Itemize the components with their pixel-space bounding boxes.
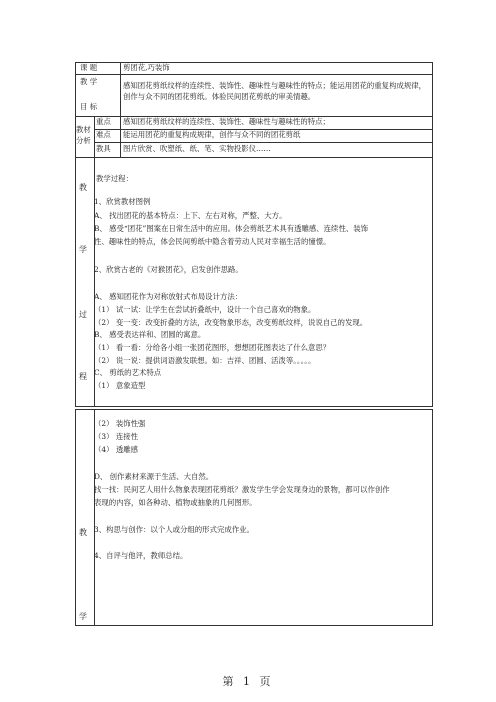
process-line: 找一找：民间艺人用什么物象表现团花剪纸？激发学生学会发现身边的景物，都可以作创作	[94, 485, 390, 494]
process-title: 教学过程：	[96, 174, 133, 183]
process-line: B、 感受表达祥和、团圆的寓意。	[94, 330, 206, 339]
process-line: A、 感知团花作为对称放射式布局设计方法：	[94, 292, 243, 301]
table-border	[75, 625, 433, 626]
col-divider	[120, 116, 121, 158]
page-number: 第 1 页	[222, 675, 274, 688]
table-border	[432, 409, 433, 626]
process-line: （1） 看一看：分给各小组一张团花图形，想想团花图表达了什么意思？	[94, 343, 331, 352]
col-divider	[94, 116, 95, 158]
key-point-label: 重点	[96, 117, 111, 126]
objective-label: 教 学	[80, 77, 98, 86]
table-border	[432, 62, 433, 407]
process-line: （2） 变一变：改变折叠的方法，改变物象形态，改变剪纸纹样，说说自己的发现。	[94, 318, 368, 327]
process-side-label: 过	[79, 310, 87, 319]
process-side-label: 学	[79, 612, 87, 621]
row-divider	[75, 157, 433, 158]
process-line: （2） 说一说：提供词语激发联想。如：吉祥、团圆、活泼等。。。。。	[94, 356, 316, 365]
tools-label: 教具	[96, 144, 111, 153]
process-line: （1） 意象造型	[94, 381, 146, 390]
process-line: 表现的内容，如各种动、植物或抽象的几何图形。	[94, 498, 257, 507]
process-line: 3、构思与创作：以个人或分组的形式完成作业。	[94, 525, 254, 534]
table-border	[75, 406, 433, 407]
row-divider	[75, 74, 433, 75]
process-line: A、 找出团花的基本特点：上下、左右对称，严整、大方。	[94, 211, 287, 220]
process-line: （4） 透雕感	[94, 445, 139, 454]
table-border	[75, 409, 433, 410]
process-line: 性、趣味性的特点，体会民间剪纸中隐含着劳动人民对幸福生活的憧憬。	[94, 237, 331, 246]
topic-label: 课 题	[80, 63, 98, 72]
analysis-label: 分析	[76, 136, 91, 145]
tools-text: 图片欣赏、吹塑纸、纸、笔、实物投影仪……	[123, 144, 271, 153]
objective-text: 感知团花剪纸纹样的连续性、装饰性、趣味性与趣味性的特点；能运用团花的重复构成规律，创作与众不同的团花剪纸。体验民间团花剪纸的审美情趣。	[123, 81, 427, 101]
process-side-label: 教	[79, 528, 87, 537]
process-line: 4、自评与他评，教师总结。	[94, 551, 188, 560]
table-border	[75, 62, 76, 407]
process-line: D、 创作素材来源于生活、大自然。	[94, 472, 214, 481]
table-border	[75, 409, 76, 626]
process-line: 2、欣赏古老的《对猴团花》，启发创作思路。	[94, 265, 243, 274]
process-side-label: 教	[79, 183, 87, 192]
process-line: （3） 连接性	[94, 432, 139, 441]
process-line: （1） 试一试：让学生在尝试折叠纸中，设计一个自己喜欢的物象。	[94, 305, 316, 314]
row-divider	[94, 142, 433, 143]
difficult-point-text: 能运用团花的重复构成规律，创作与众不同的团花剪纸	[123, 130, 301, 139]
key-point-text: 感知团花剪纸纹样的连续性、装饰性、趣味性与趣味性的特点；	[123, 117, 330, 126]
difficult-point-label: 难点	[96, 130, 111, 139]
process-line: 1、欣赏教材图例	[94, 197, 151, 206]
topic-value: 剪团花,巧装饰	[123, 63, 170, 72]
analysis-label: 教材	[76, 125, 91, 134]
process-side-label: 程	[79, 372, 87, 381]
col-divider	[120, 62, 121, 117]
process-line: C、 剪纸的艺术特点	[94, 368, 162, 377]
process-line: B、 感受“团花”图案在日常生活中的应用。体会剪纸艺术具有透雕感、连续性、装饰	[94, 224, 369, 233]
process-line: （2） 装饰性强	[94, 419, 146, 428]
process-side-label: 学	[79, 245, 87, 254]
objective-label: 目 标	[80, 102, 98, 111]
